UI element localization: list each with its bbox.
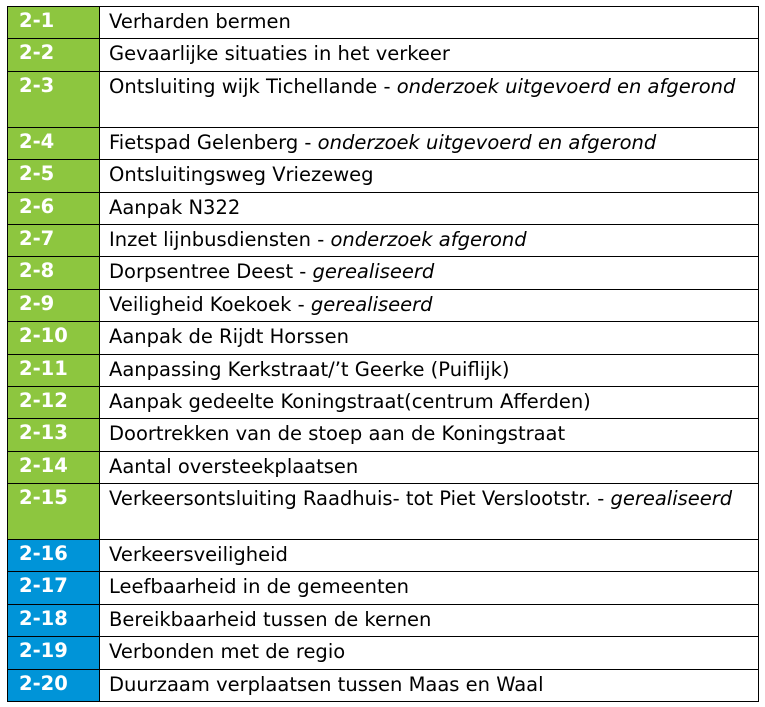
row-code: 2-20 (8, 669, 100, 701)
row-description (100, 669, 759, 701)
row-separator: - (293, 260, 313, 284)
row-status-note: gerealiseerd (310, 292, 433, 316)
table-row (8, 604, 759, 636)
row-description (100, 257, 759, 289)
table-row (8, 354, 759, 386)
row-title: Leefbaarheid in de gemeenten (109, 575, 409, 599)
row-code: 2-2 (8, 39, 100, 71)
row-code: 2-17 (8, 572, 100, 604)
row-description (100, 386, 759, 418)
project-table (7, 6, 759, 702)
row-description (100, 224, 759, 256)
row-separator: - (591, 487, 611, 511)
row-title: Verbonden met de regio (109, 640, 346, 664)
row-status-note: gerealiseerd (610, 487, 733, 511)
row-title: Duurzaam verplaatsen tussen Maas en Waal (109, 672, 544, 696)
row-code: 2-7 (8, 224, 100, 256)
row-title: Aantal oversteekplaatsen (109, 454, 359, 478)
row-separator: - (298, 130, 318, 154)
row-status-note: onderzoek uitgevoerd en afgerond (396, 74, 736, 98)
table-row (8, 637, 759, 669)
row-description (100, 39, 759, 71)
row-code: 2-8 (8, 257, 100, 289)
row-code: 2-13 (8, 419, 100, 451)
row-code: 2-10 (8, 322, 100, 354)
table-row (8, 386, 759, 418)
row-description (100, 354, 759, 386)
row-description (100, 7, 759, 39)
row-separator: - (311, 227, 331, 251)
row-title: Doortrekken van de stoep aan de Koningstraat (109, 422, 566, 446)
row-title: Gevaarlijke situaties in het verkeer (109, 42, 450, 66)
row-separator: - (377, 74, 397, 98)
row-code: 2-12 (8, 386, 100, 418)
row-title: Fietspad Gelenberg (109, 130, 299, 154)
row-title: Aanpak de Rijdt Horssen (109, 325, 349, 349)
row-code: 2-19 (8, 637, 100, 669)
row-title: Bereikbaarheid tussen de kernen (109, 607, 432, 631)
table-row (8, 160, 759, 192)
row-code: 2-4 (8, 127, 100, 159)
table-row (8, 572, 759, 604)
table-row (8, 39, 759, 71)
row-code: 2-6 (8, 192, 100, 224)
row-description (100, 572, 759, 604)
row-status-note: onderzoek afgerond (330, 227, 527, 251)
row-title: Dorpsentree Deest (109, 260, 294, 284)
table-row (8, 289, 759, 321)
table-row (8, 257, 759, 289)
table-row (8, 192, 759, 224)
row-code: 2-11 (8, 354, 100, 386)
row-code: 2-5 (8, 160, 100, 192)
row-title: Verkeersveiligheid (109, 543, 288, 567)
row-code: 2-1 (8, 7, 100, 39)
row-description (100, 127, 759, 159)
table-row (8, 484, 759, 540)
row-title: Ontsluiting wijk Tichellande (109, 74, 378, 98)
row-code: 2-9 (8, 289, 100, 321)
row-status-note: gerealiseerd (312, 260, 435, 284)
table-row (8, 669, 759, 701)
row-description (100, 289, 759, 321)
row-description (100, 322, 759, 354)
row-title: Aanpassing Kerkstraat/’t Geerke (Puiflijk) (109, 357, 510, 381)
table-row (8, 419, 759, 451)
row-code: 2-14 (8, 451, 100, 483)
row-status-note: onderzoek uitgevoerd en afgerond (317, 130, 657, 154)
row-description (100, 451, 759, 483)
row-description (100, 160, 759, 192)
table-row (8, 127, 759, 159)
row-title: Aanpak N322 (109, 195, 241, 219)
row-code: 2-18 (8, 604, 100, 636)
row-description (100, 192, 759, 224)
table-row (8, 540, 759, 572)
row-code: 2-16 (8, 540, 100, 572)
row-title: Ontsluitingsweg Vriezeweg (109, 163, 374, 187)
row-description (100, 637, 759, 669)
row-title: Veiligheid Koekoek (109, 292, 292, 316)
row-description (100, 71, 759, 127)
row-description (100, 540, 759, 572)
row-description (100, 484, 759, 540)
row-code: 2-15 (8, 484, 100, 540)
row-separator: - (291, 292, 311, 316)
table-row (8, 322, 759, 354)
row-title: Inzet lijnbusdiensten (109, 227, 312, 251)
row-title: Aanpak gedeelte Koningstraat(centrum Afferden) (109, 389, 591, 413)
table-row (8, 451, 759, 483)
table-row (8, 7, 759, 39)
row-description (100, 604, 759, 636)
row-description (100, 419, 759, 451)
table-row (8, 224, 759, 256)
row-title: Verkeersontsluiting Raadhuis- tot Piet Verslootstr. (109, 487, 591, 511)
row-title: Verharden bermen (109, 10, 291, 33)
row-code: 2-3 (8, 71, 100, 127)
table-row (8, 71, 759, 127)
